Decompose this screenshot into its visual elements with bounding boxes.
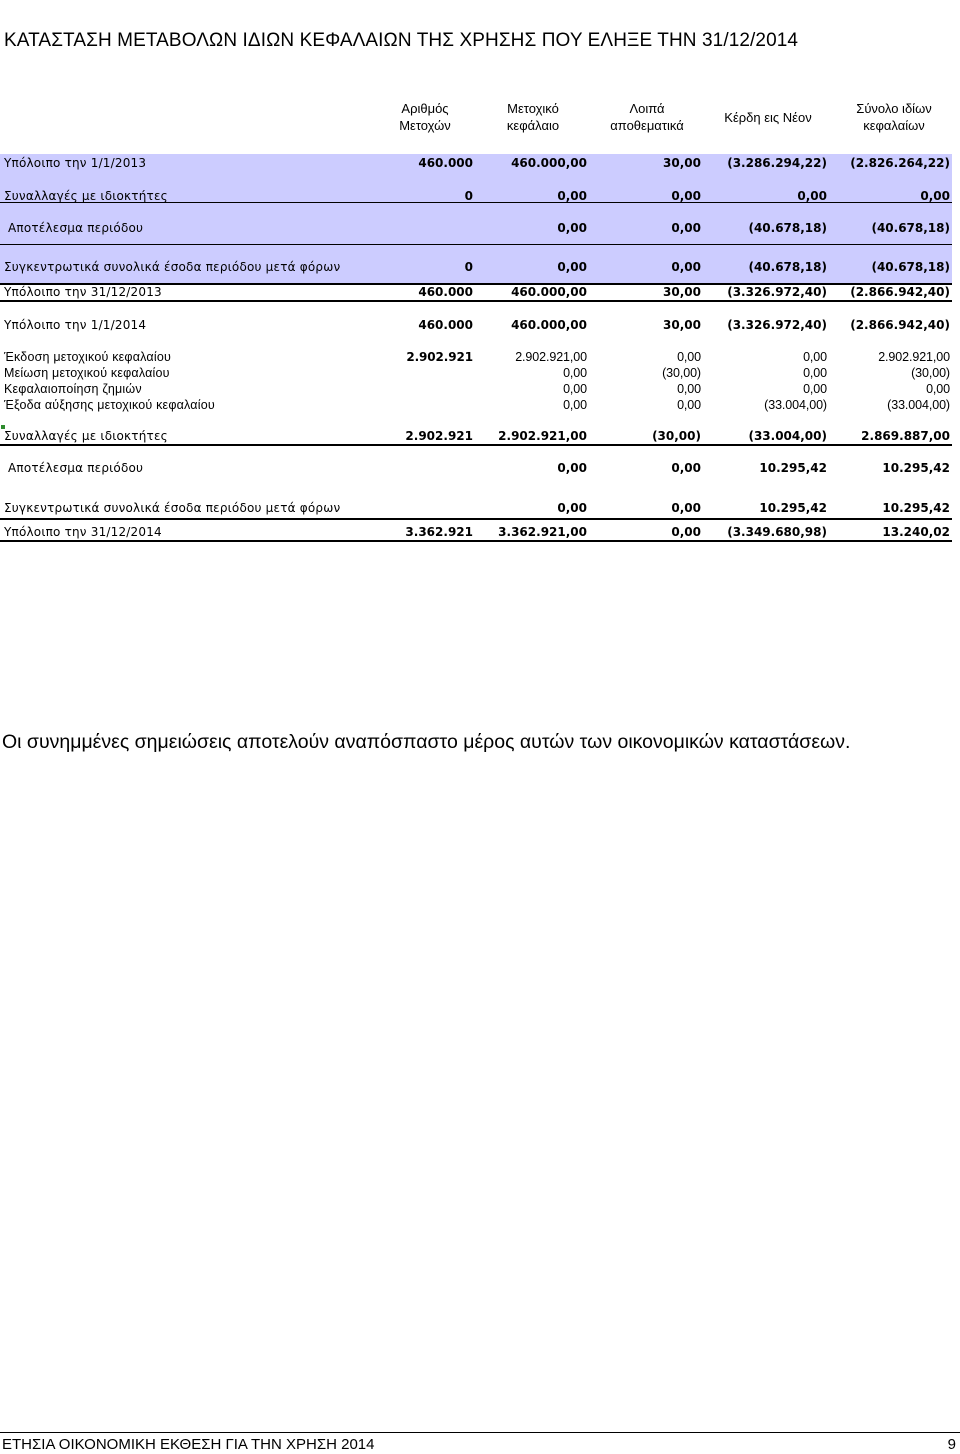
header-total-equity-line2: κεφαλαίων [863, 118, 925, 133]
table-row [0, 524, 952, 540]
header-share-capital [490, 99, 576, 135]
header-shares-line2: Μετοχών [399, 118, 451, 133]
divider [0, 518, 952, 520]
cell-share-capital: 0,00 [557, 260, 587, 274]
cell-total-equity: 10.295,42 [882, 501, 950, 515]
cell-shares: 0 [464, 189, 473, 203]
cell-share-capital: 3.362.921,00 [498, 525, 587, 539]
cell-shares: 0 [464, 260, 473, 274]
row-label: Συγκεντρωτικά συνολικά έσοδα περιόδου μετά φόρων [4, 501, 341, 515]
cell-total-equity: (40.678,18) [871, 260, 950, 274]
header-other-reserves-line2: αποθεματικά [610, 118, 684, 133]
row-label: Συναλλαγές με ιδιοκτήτες [4, 429, 168, 443]
cell-share-capital: 0,00 [563, 382, 587, 396]
table-row [0, 500, 952, 516]
cell-other-reserves: 30,00 [663, 285, 701, 299]
document-title: ΚΑΤΑΣΤΑΣΗ ΜΕΤΑΒΟΛΩΝ ΙΔΙΩΝ ΚΕΦΑΛΑΙΩΝ ΤΗΣ ΧΡΗΣΗΣ ΠΟΥ ΕΛΗΞΕ ΤΗΝ 31/12/2014 [4, 30, 799, 51]
cell-other-reserves: 0,00 [677, 350, 701, 364]
cell-shares: 3.362.921 [405, 525, 473, 539]
cell-other-reserves: 30,00 [663, 318, 701, 332]
row-label: Κεφαλαιοποίηση ζημιών [4, 382, 142, 396]
cell-total-equity: 0,00 [920, 189, 950, 203]
cell-retained-earnings: (33.004,00) [764, 398, 827, 412]
cell-other-reserves: 0,00 [671, 525, 701, 539]
cell-total-equity: (2.866.942,40) [850, 318, 950, 332]
header-share-capital-line2: κεφάλαιο [506, 118, 560, 133]
table-row [0, 349, 952, 365]
header-retained-earnings [712, 99, 824, 135]
cell-total-equity: (30,00) [911, 366, 950, 380]
header-share-capital-line1: Μετοχικό [507, 101, 559, 116]
table-row [0, 397, 952, 413]
cell-retained-earnings: 0,00 [803, 382, 827, 396]
cell-total-equity: (33.004,00) [887, 398, 950, 412]
table-row [0, 155, 952, 171]
cell-total-equity: 13.240,02 [882, 525, 950, 539]
table-row [0, 188, 952, 204]
cell-retained-earnings: 10.295,42 [759, 501, 827, 515]
header-shares [380, 99, 470, 135]
cell-other-reserves: 0,00 [677, 398, 701, 412]
cell-retained-earnings: (33.004,00) [748, 429, 827, 443]
row-label: Συγκεντρωτικά συνολικά έσοδα περιόδου μετά φόρων [4, 260, 341, 274]
cell-total-equity: 2.869.887,00 [861, 429, 950, 443]
row-label: Αποτέλεσμα περιόδου [8, 221, 144, 235]
row-label: Μείωση μετοχικού κεφαλαίου [4, 366, 170, 380]
divider [0, 300, 952, 302]
cell-total-equity: (40.678,18) [871, 221, 950, 235]
header-total-equity-line1: Σύνολο ιδίων [856, 101, 932, 116]
cell-shares: 460.000 [418, 285, 473, 299]
cell-share-capital: 0,00 [557, 501, 587, 515]
header-other-reserves-line1: Λοιπά [629, 101, 665, 116]
row-label: Υπόλοιπο την 31/12/2014 [4, 525, 162, 539]
cell-shares: 460.000 [418, 318, 473, 332]
cell-other-reserves: 30,00 [663, 156, 701, 170]
cell-share-capital: 0,00 [563, 398, 587, 412]
footer-divider [0, 1432, 960, 1433]
row-label: Συναλλαγές με ιδιοκτήτες [4, 189, 168, 203]
row-label: Έξοδα αύξησης μετοχικού κεφαλαίου [4, 398, 215, 412]
table-row [0, 220, 952, 236]
row-label: Αποτέλεσμα περιόδου [8, 461, 144, 475]
cell-share-capital: 0,00 [557, 461, 587, 475]
cell-retained-earnings: (3.326.972,40) [727, 285, 827, 299]
cell-other-reserves: 0,00 [671, 260, 701, 274]
cell-retained-earnings: 0,00 [803, 350, 827, 364]
table-row [0, 259, 952, 275]
row-label: Υπόλοιπο την 31/12/2013 [4, 285, 162, 299]
cell-total-equity: 0,00 [926, 382, 950, 396]
cell-share-capital: 0,00 [563, 366, 587, 380]
header-retained-earnings-line1: Κέρδη εις Νέον [724, 109, 812, 125]
cell-share-capital: 460.000,00 [511, 318, 587, 332]
cell-other-reserves: 0,00 [671, 461, 701, 475]
table-row [0, 428, 952, 444]
table-row [0, 284, 952, 300]
cell-retained-earnings: 0,00 [803, 366, 827, 380]
cell-other-reserves: 0,00 [671, 189, 701, 203]
cell-retained-earnings: 10.295,42 [759, 461, 827, 475]
cell-total-equity: 10.295,42 [882, 461, 950, 475]
cell-retained-earnings: (3.349.680,98) [727, 525, 827, 539]
cell-other-reserves: (30,00) [652, 429, 701, 443]
table-row [0, 365, 952, 381]
row-label: Έκδοση μετοχικού κεφαλαίου [4, 350, 172, 364]
cell-total-equity: 2.902.921,00 [878, 350, 950, 364]
cell-share-capital: 460.000,00 [511, 156, 587, 170]
cell-share-capital: 0,00 [557, 189, 587, 203]
footer-text: ΕΤΗΣΙΑ ΟΙΚΟΝΟΜΙΚΗ ΕΚΘΕΣΗ ΓΙΑ ΤΗΝ ΧΡΗΣΗ 2014 [2, 1436, 375, 1453]
divider [0, 444, 952, 446]
cell-share-capital: 2.902.921,00 [498, 429, 587, 443]
cell-other-reserves: (30,00) [662, 366, 701, 380]
cell-retained-earnings: 0,00 [797, 189, 827, 203]
header-other-reserves [594, 99, 700, 135]
cell-retained-earnings: (40.678,18) [748, 260, 827, 274]
cell-retained-earnings: (3.326.972,40) [727, 318, 827, 332]
cell-other-reserves: 0,00 [671, 221, 701, 235]
cell-other-reserves: 0,00 [677, 382, 701, 396]
cell-total-equity: (2.866.942,40) [850, 285, 950, 299]
table-row [0, 317, 952, 333]
cell-shares: 2.902.921 [405, 429, 473, 443]
table-row [0, 381, 952, 397]
table-row [0, 460, 952, 476]
cell-retained-earnings: (40.678,18) [748, 221, 827, 235]
cell-shares: 460.000 [418, 156, 473, 170]
divider [0, 540, 952, 542]
header-total-equity [836, 99, 952, 135]
cell-share-capital: 2.902.921,00 [515, 350, 587, 364]
cell-share-capital: 460.000,00 [511, 285, 587, 299]
notes-statement: Οι συνημμένες σημειώσεις αποτελούν αναπόσπαστο μέρος αυτών των οικονομικών καταστάσεων. [2, 731, 851, 753]
cell-total-equity: (2.826.264,22) [850, 156, 950, 170]
row-label: Υπόλοιπο την 1/1/2013 [4, 156, 147, 170]
cell-share-capital: 0,00 [557, 221, 587, 235]
cell-retained-earnings: (3.286.294,22) [727, 156, 827, 170]
cell-shares: 2.902.921 [406, 350, 473, 364]
cell-other-reserves: 0,00 [671, 501, 701, 515]
divider [0, 244, 952, 245]
page-number: 9 [947, 1436, 956, 1453]
header-shares-line1: Αριθμός [401, 101, 449, 116]
row-label: Υπόλοιπο την 1/1/2014 [4, 318, 147, 332]
